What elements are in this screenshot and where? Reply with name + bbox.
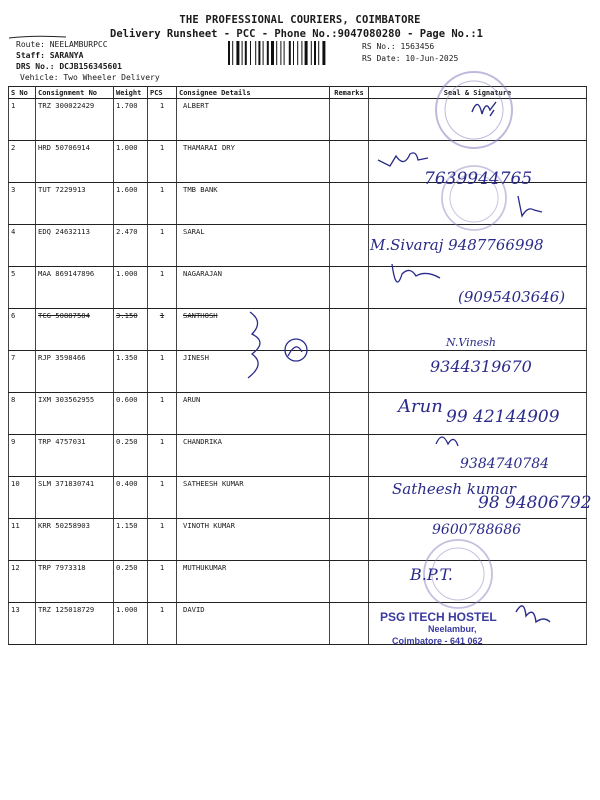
cell-pcs: 1 [148,477,177,519]
table-row [9,561,587,603]
cell-sno: 5 [9,267,36,309]
cell-consignment: TUT 7229913 [36,183,114,225]
cell-weight: 0.600 [114,393,148,435]
cell-pcs: 1 [148,141,177,183]
handwritten-phone: 9384740784 [460,456,550,472]
cell-consignment: TRP 4757031 [36,435,114,477]
cell-pcs: 1 [148,225,177,267]
col-signature: Seal & Signature [369,87,587,99]
cell-pcs: 1 [148,561,177,603]
cell-signature [369,141,587,183]
cell-sno: 1 [9,99,36,141]
cell-weight: 1.150 [114,519,148,561]
header-title: THE PROFESSIONAL COURIERS, COIMBATORE [179,14,421,26]
table-row [9,351,587,393]
table-row [9,603,587,645]
handwritten-initials: B.P.T. [410,565,453,584]
table-row [9,267,587,309]
handwritten-phone: (9095403646) [458,288,566,306]
cell-signature [369,309,587,351]
cell-signature [369,435,587,477]
cell-remarks [330,435,369,477]
cell-weight: 1.000 [114,141,148,183]
cell-pcs: 1 [148,519,177,561]
staff: Staff: SARANYA [16,51,84,60]
cell-sno: 10 [9,477,36,519]
cell-consignee: VINOTH KUMAR [177,519,330,561]
cell-consignee: ARUN [177,393,330,435]
cell-signature [369,561,587,603]
table-header-row [9,87,587,99]
cell-consignment: TRP 7973318 [36,561,114,603]
cell-pcs: 1 [148,99,177,141]
cell-remarks [330,225,369,267]
handwritten-phone: M.Sivaraj 9487766998 [370,236,544,254]
cell-sno: 12 [9,561,36,603]
cell-consignee: DAVID [177,603,330,645]
col-sno: S No [9,87,36,99]
cell-remarks [330,603,369,645]
cell-pcs: 1 [148,435,177,477]
cell-consignment: MAA 869147896 [36,267,114,309]
cell-consignee: SATHEESH KUMAR [177,477,330,519]
cell-consignee: MUTHUKUMAR [177,561,330,603]
cell-weight: 1.700 [114,99,148,141]
cell-sno: 4 [9,225,36,267]
cell-remarks [330,561,369,603]
cell-sno: 7 [9,351,36,393]
handwritten-name: Arun [398,396,443,417]
table-row [9,393,587,435]
cell-consignment: IXM 303562955 [36,393,114,435]
cell-pcs: 1 [148,267,177,309]
cell-remarks [330,141,369,183]
col-weight: Weight [114,87,148,99]
cell-signature [369,99,587,141]
cell-weight: 1.000 [114,267,148,309]
vehicle: Vehicle: Two Wheeler Delivery [20,73,160,82]
cell-sno: 11 [9,519,36,561]
table-row [9,183,587,225]
cell-remarks [330,477,369,519]
cell-pcs: 1 [148,393,177,435]
cell-consignment: TCG 50887584 [36,309,114,351]
cell-pcs: 1 [148,183,177,225]
cell-remarks [330,351,369,393]
handwritten-phone: 9344319670 [430,357,532,376]
cell-consignee: TMB BANK [177,183,330,225]
cell-sno: 6 [9,309,36,351]
cell-sno: 9 [9,435,36,477]
cell-consignee: CHANDRIKA [177,435,330,477]
cell-weight: 3.150 [114,309,148,351]
col-consignment: Consignment No [36,87,114,99]
hostel-stamp-city: Coimbatore - 641 062 [392,636,483,646]
handwritten-phone: 99 42144909 [446,407,560,427]
cell-signature [369,351,587,393]
handwritten-name: N.Vinesh [446,336,497,349]
runsheet-table [8,86,587,645]
handwritten-phone: 9600788686 [432,522,522,538]
table-row [9,141,587,183]
cell-consignee: SANTHOSH [177,309,330,351]
cell-consignee: SARAL [177,225,330,267]
cell-consignment: KRR 50258903 [36,519,114,561]
route: Route: NEELAMBURPCC [16,40,108,49]
cell-weight: 1.350 [114,351,148,393]
drs-number: DRS No.: DCJB156345601 [16,62,122,71]
col-pcs: PCS [148,87,177,99]
cell-weight: 1.000 [114,603,148,645]
handwritten-phone: 7639944765 [424,169,533,189]
cell-sno: 2 [9,141,36,183]
handwritten-phone: 98 94806792 [478,493,592,513]
cell-remarks [330,519,369,561]
cell-remarks [330,393,369,435]
cell-remarks [330,183,369,225]
cell-sno: 3 [9,183,36,225]
cell-remarks [330,309,369,351]
table-row [9,435,587,477]
cell-signature [369,225,587,267]
cell-consignment: HRD 50706914 [36,141,114,183]
cell-pcs: 1 [148,351,177,393]
cell-consignment: RJP 3598466 [36,351,114,393]
hostel-stamp-locality: Neelambur, [428,624,477,634]
hostel-stamp-name: PSG ITECH HOSTEL [380,610,497,624]
table-row [9,477,587,519]
cell-signature [369,477,587,519]
cell-signature [369,267,587,309]
cell-weight: 1.600 [114,183,148,225]
cell-consignment: EDQ 24632113 [36,225,114,267]
table-row [9,309,587,351]
table-row [9,225,587,267]
handwritten-name: Satheesh kumar [392,480,516,498]
cell-sno: 13 [9,603,36,645]
cell-consignee: NAGARAJAN [177,267,330,309]
barcode [228,41,354,65]
cell-signature [369,183,587,225]
cell-weight: 0.250 [114,561,148,603]
cell-weight: 0.400 [114,477,148,519]
cell-consignee: JINESH [177,351,330,393]
header-subtitle: Delivery Runsheet - PCC - Phone No.:9047080280 - Page No.:1 [110,28,483,40]
cell-consignee: THAMARAI DRY [177,141,330,183]
cell-pcs: 1 [148,309,177,351]
table-row [9,519,587,561]
cell-remarks [330,267,369,309]
cell-consignment: SLM 371830741 [36,477,114,519]
cell-signature [369,393,587,435]
cell-consignment: TRZ 300022429 [36,99,114,141]
cell-weight: 2.470 [114,225,148,267]
col-consignee: Consignee Details [177,87,330,99]
cell-consignment: TRZ 125018729 [36,603,114,645]
cell-weight: 0.250 [114,435,148,477]
cell-consignee: ALBERT [177,99,330,141]
cell-signature [369,519,587,561]
cell-pcs: 1 [148,603,177,645]
cell-remarks [330,99,369,141]
rs-date: RS Date: 10-Jun-2025 [362,54,459,63]
col-remarks: Remarks [330,87,369,99]
table-row [9,99,587,141]
rs-number: RS No.: 1563456 [362,42,435,51]
cell-sno: 8 [9,393,36,435]
